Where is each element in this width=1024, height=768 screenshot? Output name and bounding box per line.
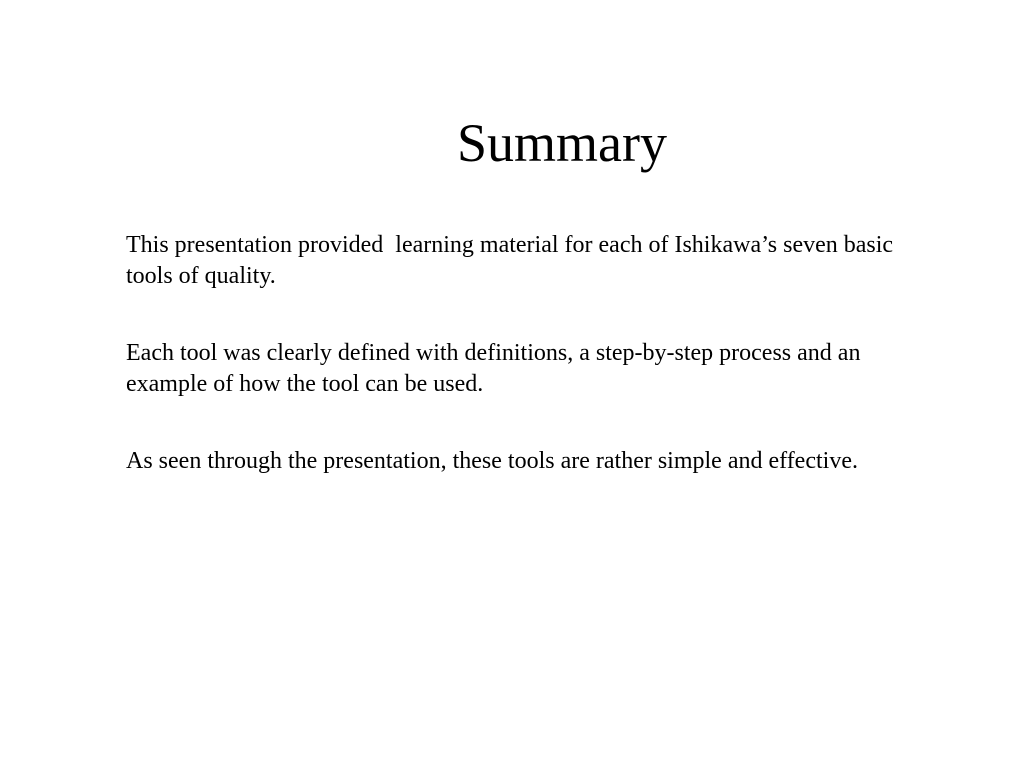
summary-paragraph-2: Each tool was clearly defined with definitions, a step-by-step process and an example of how the tool can be used.	[126, 340, 867, 397]
summary-paragraph-1: This presentation provided learning material for each of Ishikawa’s seven basic tools of quality.	[126, 232, 900, 289]
slide-title: Summary	[457, 113, 667, 173]
summary-paragraph-3: As seen through the presentation, these tools are rather simple and effective.	[126, 448, 858, 474]
slide-body	[126, 230, 926, 523]
